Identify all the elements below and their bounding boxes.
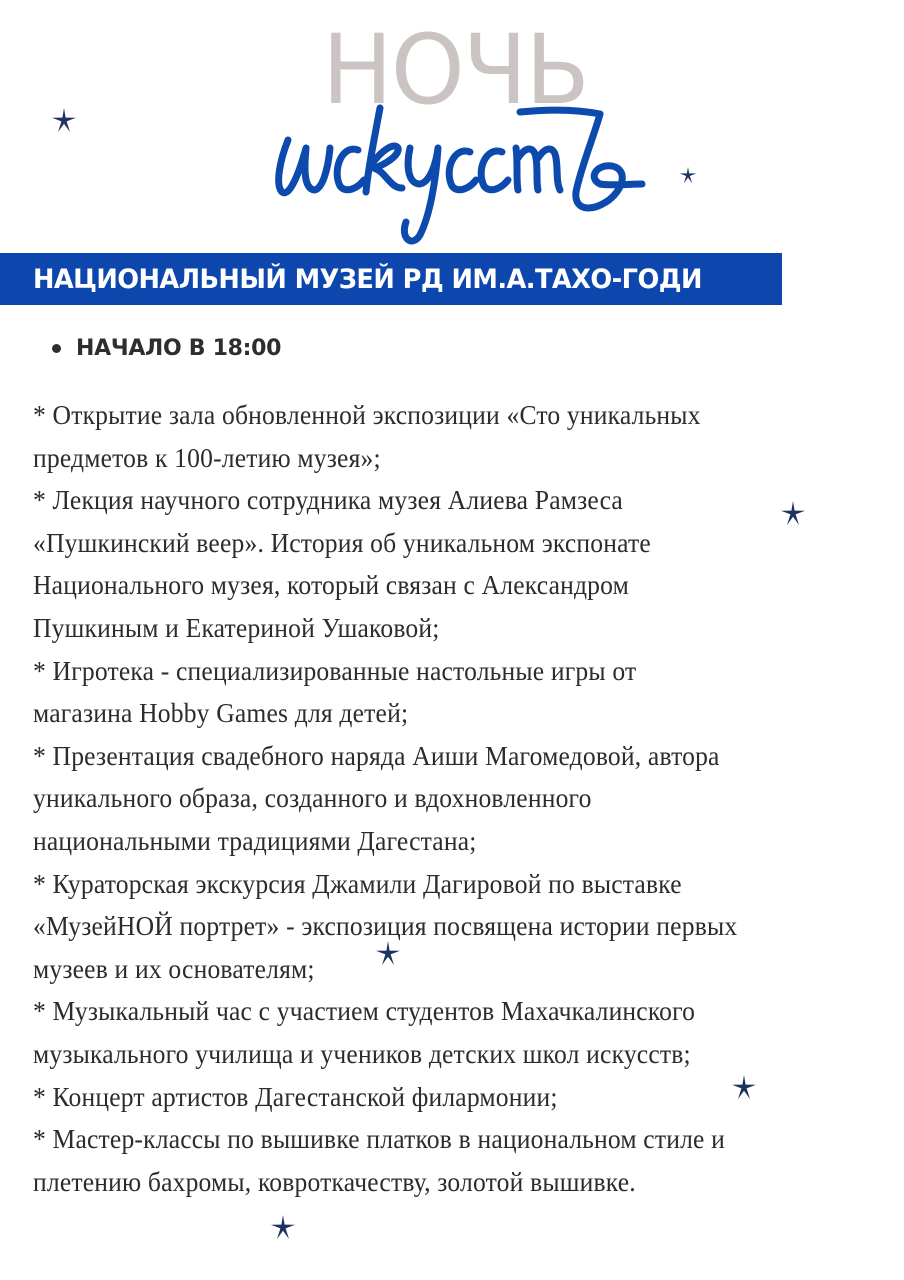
program-line: плетению бахромы, ковроткачеству, золотой вышивке. xyxy=(33,1165,636,1197)
program-line: * Игротека - специализированные настольные игры от xyxy=(33,654,637,686)
start-time-label: НАЧАЛО В 18:00 xyxy=(76,336,282,361)
star-icon xyxy=(679,166,697,184)
star-icon xyxy=(270,1214,296,1240)
program-line: уникального образа, созданного и вдохновленного xyxy=(33,782,592,814)
program-line: Пушкиным и Екатериной Ушаковой; xyxy=(33,611,440,643)
program-line: «Пушкинский веер». История об уникальном экспонате xyxy=(33,526,651,558)
program-line: музеев и их основателям; xyxy=(33,952,315,984)
program-line: * Открытие зала обновленной экспозиции «Сто уникальных xyxy=(33,399,701,430)
program-line: * Презентация свадебного наряда Аиши Магомедовой, автора xyxy=(33,739,720,771)
program-line: * Кураторская экскурсия Джамили Дагировой по выставке xyxy=(33,867,682,899)
program-line: * Мастер-классы по вышивке платков в национальном стиле и xyxy=(33,1123,726,1155)
program-line: магазина Hobby Games для детей; xyxy=(33,697,409,729)
program-line: * Концерт артистов Дагестанской филармонии; xyxy=(33,1080,558,1112)
program-line: * Лекция научного сотрудника музея Алиева Рамзеса xyxy=(33,484,623,516)
start-time-item xyxy=(52,336,281,361)
program-line: национальными традициями Дагестана; xyxy=(33,824,477,856)
program-line: музыкального училища и учеников детских школ искусств; xyxy=(33,1037,691,1069)
program-line: «МузейНОЙ портрет» - экспозиция посвящена истории первых xyxy=(33,910,738,942)
venue-title: НАЦИОНАЛЬНЫЙ МУЗЕЙ РД ИМ.А.ТАХО-ГОДИ xyxy=(33,263,702,295)
star-icon xyxy=(375,940,401,966)
star-icon xyxy=(731,1074,757,1100)
venue-banner xyxy=(0,253,782,305)
bullet-icon xyxy=(52,344,61,353)
program-line: предметов к 100-летию музея»; xyxy=(33,441,381,473)
program-line: Национального музея, который связан с Александром xyxy=(33,569,630,601)
logo-title-night: НОЧЬ xyxy=(322,14,588,126)
star-icon xyxy=(51,107,77,133)
star-icon xyxy=(780,500,806,526)
program-line: * Музыкальный час с участием студентов Махачкалинского xyxy=(33,995,696,1027)
